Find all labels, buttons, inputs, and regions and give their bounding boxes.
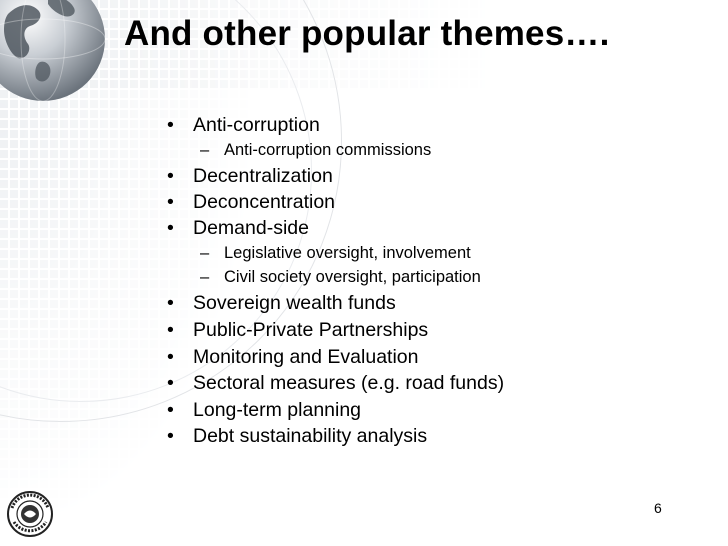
bullet-marker: • xyxy=(167,114,174,136)
bullet-marker: • xyxy=(167,399,174,421)
dash-marker: – xyxy=(200,141,210,159)
bullet-text: Long-term planning xyxy=(193,399,362,421)
bullet-marker: • xyxy=(167,191,174,213)
page-number: 6 xyxy=(654,500,662,516)
globe-icon xyxy=(0,0,108,104)
bullet-marker: • xyxy=(167,292,174,314)
bullet-text: Monitoring and Evaluation xyxy=(193,346,419,368)
bullet-marker: • xyxy=(167,372,174,394)
bullet-marker: • xyxy=(167,425,174,447)
imf-seal-logo xyxy=(6,490,54,538)
bullet-text: Sovereign wealth funds xyxy=(193,292,396,314)
sub-bullet-text: Civil society oversight, participation xyxy=(224,268,481,286)
bullet-marker: • xyxy=(167,319,174,341)
sub-bullet-text: Anti-corruption commissions xyxy=(224,141,432,159)
dash-marker: – xyxy=(200,268,210,286)
bullet-text: Anti-corruption xyxy=(193,114,320,136)
bullet-marker: • xyxy=(167,217,174,239)
bullet-text: Deconcentration xyxy=(193,191,336,213)
bullet-text: Decentralization xyxy=(193,165,333,187)
dash-marker: – xyxy=(200,244,210,262)
slide-title: And other popular themes…. xyxy=(124,14,610,53)
bullet-marker: • xyxy=(167,346,174,368)
bullet-text: Demand-side xyxy=(193,217,309,239)
sub-bullet-text: Legislative oversight, involvement xyxy=(224,244,471,262)
bullet-text: Public-Private Partnerships xyxy=(193,319,429,341)
bullet-marker: • xyxy=(167,165,174,187)
bullet-text: Sectoral measures (e.g. road funds) xyxy=(193,372,505,394)
bullet-text: Debt sustainability analysis xyxy=(193,425,428,447)
